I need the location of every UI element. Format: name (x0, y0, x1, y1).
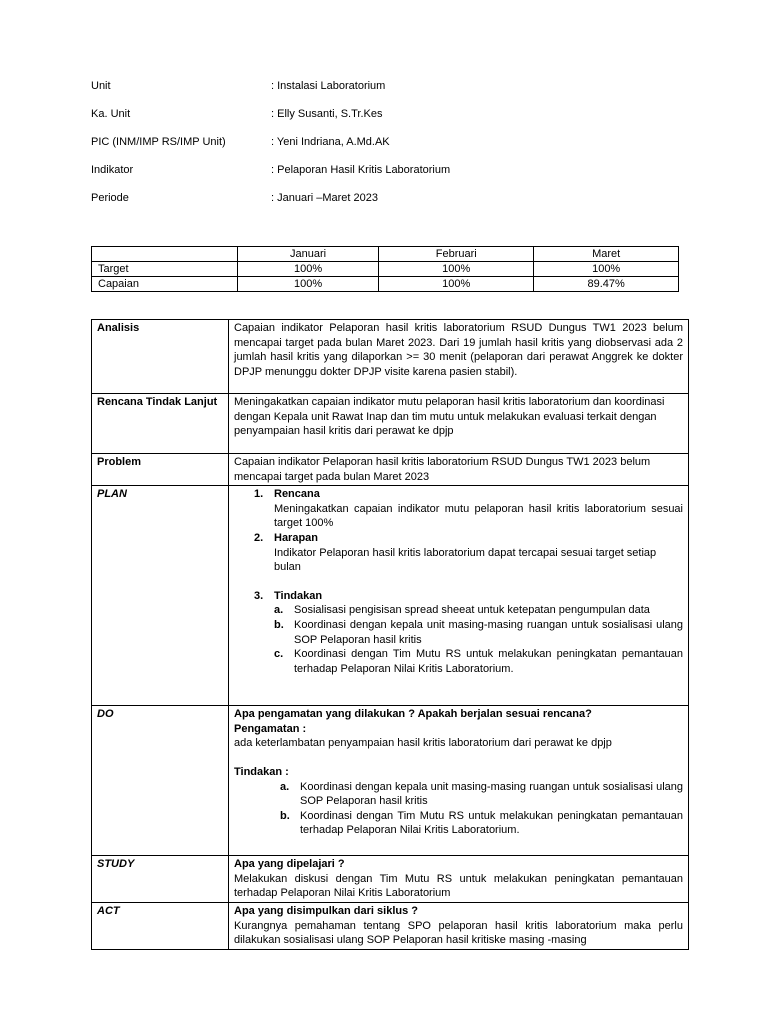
rtl-text: Meningakatkan capaian indikator mutu pelaporan hasil kritis laboratorium dan koordinasi dengan Kepala unit Rawat Inap dan tim mutu untuk melakukan evaluasi terkait dengan penyampaian hasil kritis dari perawat ke dpjp (229, 394, 689, 454)
item-letter: b. (280, 809, 290, 822)
do-question: Apa pengamatan yang dilakukan ? Apakah berjalan sesuai rencana? (234, 708, 592, 721)
row-key: Rencana Tindak Lanjut (92, 394, 229, 454)
list-item (274, 603, 683, 618)
item-title: Rencana (274, 488, 320, 501)
header-row-indikator (91, 160, 691, 188)
item-letter: c. (274, 648, 284, 661)
header-label: Unit (91, 80, 111, 92)
header-row-unit (91, 76, 691, 104)
row-key: DO (92, 706, 229, 856)
header-value: : Instalasi Laboratorium (271, 80, 386, 92)
act-content (229, 902, 689, 949)
analisis-row (92, 320, 689, 394)
list-item (274, 647, 683, 676)
header-value: : Pelaporan Hasil Kritis Laboratorium (271, 164, 451, 176)
act-row (92, 902, 689, 949)
plan-item (254, 531, 683, 575)
do-row (92, 706, 689, 856)
item-text: Sosialisasi pengisisan spread sheeat untuk ketepatan pengumpulan data (294, 604, 650, 617)
table-cell: 100% (534, 262, 679, 277)
plan-content (229, 486, 689, 706)
plan-row (92, 486, 689, 706)
table-row (92, 277, 679, 292)
study-text: Melakukan diskusi dengan Tim Mutu RS untuk melakukan peningkatan pemantauan terhadap Pelaporan Nilai Kritis Laboratorium (234, 872, 683, 900)
plan-item (254, 589, 683, 677)
item-number: 1. (254, 488, 264, 501)
problem-text: Capaian indikator Pelaporan hasil kritis laboratorium RSUD Dungus TW1 2023 belum mencapai target pada bulan Maret 2023 (229, 454, 689, 486)
item-number: 2. (254, 531, 264, 544)
header-label: Periode (91, 192, 129, 204)
act-text: Kurangnya pemahaman tentang SPO pelaporan hasil kritis laboratorium maka perlu dilakukan sosialisasi ulang SOP Pelaporan hasil kritiske masing -masing (234, 919, 683, 947)
table-header-row (92, 247, 679, 262)
list-item (274, 618, 683, 647)
study-question: Apa yang dipelajari ? (234, 858, 345, 871)
table-header-cell: Maret (534, 247, 679, 262)
table-cell: 89.47% (534, 277, 679, 292)
item-text: Meningakatkan capaian indikator mutu pelaporan hasil kritis laboratorium sesuai target 100% (274, 502, 683, 530)
item-number: 3. (254, 589, 264, 602)
document-header (91, 76, 691, 216)
rtl-row (92, 394, 689, 454)
list-item (280, 809, 683, 838)
row-key: Analisis (92, 320, 229, 394)
header-value: : Yeni Indriana, A.Md.AK (271, 136, 390, 148)
table-cell: 100% (238, 262, 379, 277)
table-header-cell (92, 247, 238, 262)
problem-row (92, 454, 689, 486)
item-text: Koordinasi dengan kepala unit masing-masing ruangan untuk sosialisasi ulang SOP Pelaporan hasil kritis (300, 780, 683, 808)
study-row (92, 856, 689, 903)
header-value: : Elly Susanti, S.Tr.Kes (271, 108, 383, 120)
header-label: Ka. Unit (91, 108, 131, 120)
item-title: Harapan (274, 531, 319, 544)
table-header-cell: Februari (379, 247, 534, 262)
header-row-ka-unit (91, 104, 691, 132)
achievement-table (91, 246, 679, 292)
header-row-periode (91, 188, 691, 216)
row-key: PLAN (92, 486, 229, 706)
row-key: STUDY (92, 856, 229, 903)
item-title: Tindakan (274, 589, 323, 602)
plan-item (254, 487, 683, 531)
study-content (229, 856, 689, 903)
row-key: ACT (92, 902, 229, 949)
do-observation-label: Pengamatan : (234, 722, 307, 735)
item-text: Koordinasi dengan Tim Mutu RS untuk melakukan peningkatan pemantauan terhadap Pelaporan Nilai Kritis Laboratorium. (300, 809, 683, 837)
header-label: PIC (INM/IMP RS/IMP Unit) (91, 136, 226, 148)
row-key: Problem (92, 454, 229, 486)
table-cell: 100% (379, 262, 534, 277)
item-text: Koordinasi dengan Tim Mutu RS untuk melakukan peningkatan pemantauan terhadap Pelaporan Nilai Kritis Laboratorium. (294, 648, 683, 675)
table-header-cell: Januari (238, 247, 379, 262)
item-text: Koordinasi dengan kepala unit masing-masing ruangan untuk sosialisasi ulang SOP Pelaporan hasil kritis (294, 618, 683, 646)
item-letter: a. (274, 604, 284, 617)
table-row (92, 262, 679, 277)
analysis-table (91, 319, 689, 950)
item-letter: b. (274, 618, 284, 631)
list-item (280, 780, 683, 809)
item-letter: a. (280, 780, 290, 793)
header-value: : Januari –Maret 2023 (271, 192, 379, 204)
act-question: Apa yang disimpulkan dari siklus ? (234, 904, 418, 917)
do-action-label: Tindakan : (234, 765, 289, 778)
do-observation-text: ada keterlambatan penyampaian hasil kritis laboratorium dari perawat ke dpjp (234, 737, 612, 750)
item-text: Indikator Pelaporan hasil kritis laboratorium dapat tercapai sesuai target setiap bulan (274, 546, 657, 574)
row-label: Target (92, 262, 238, 277)
header-row-pic (91, 132, 691, 160)
table-cell: 100% (238, 277, 379, 292)
table-cell: 100% (379, 277, 534, 292)
do-content (229, 706, 689, 856)
row-label: Capaian (92, 277, 238, 292)
analisis-text: Capaian indikator Pelaporan hasil kritis laboratorium RSUD Dungus TW1 2023 belum mencapai target pada bulan Maret 2023. Dari 19 jumlah hasil kritis yang diobservasi ada 2 jumlah hasil kritis yang dilaporkan >= 30 menit (pelaporan dari perawat Anggrek ke dokter DPJP menunggu dokter DPJP visite karena pasien stabil). (229, 320, 689, 394)
header-label: Indikator (91, 164, 134, 176)
